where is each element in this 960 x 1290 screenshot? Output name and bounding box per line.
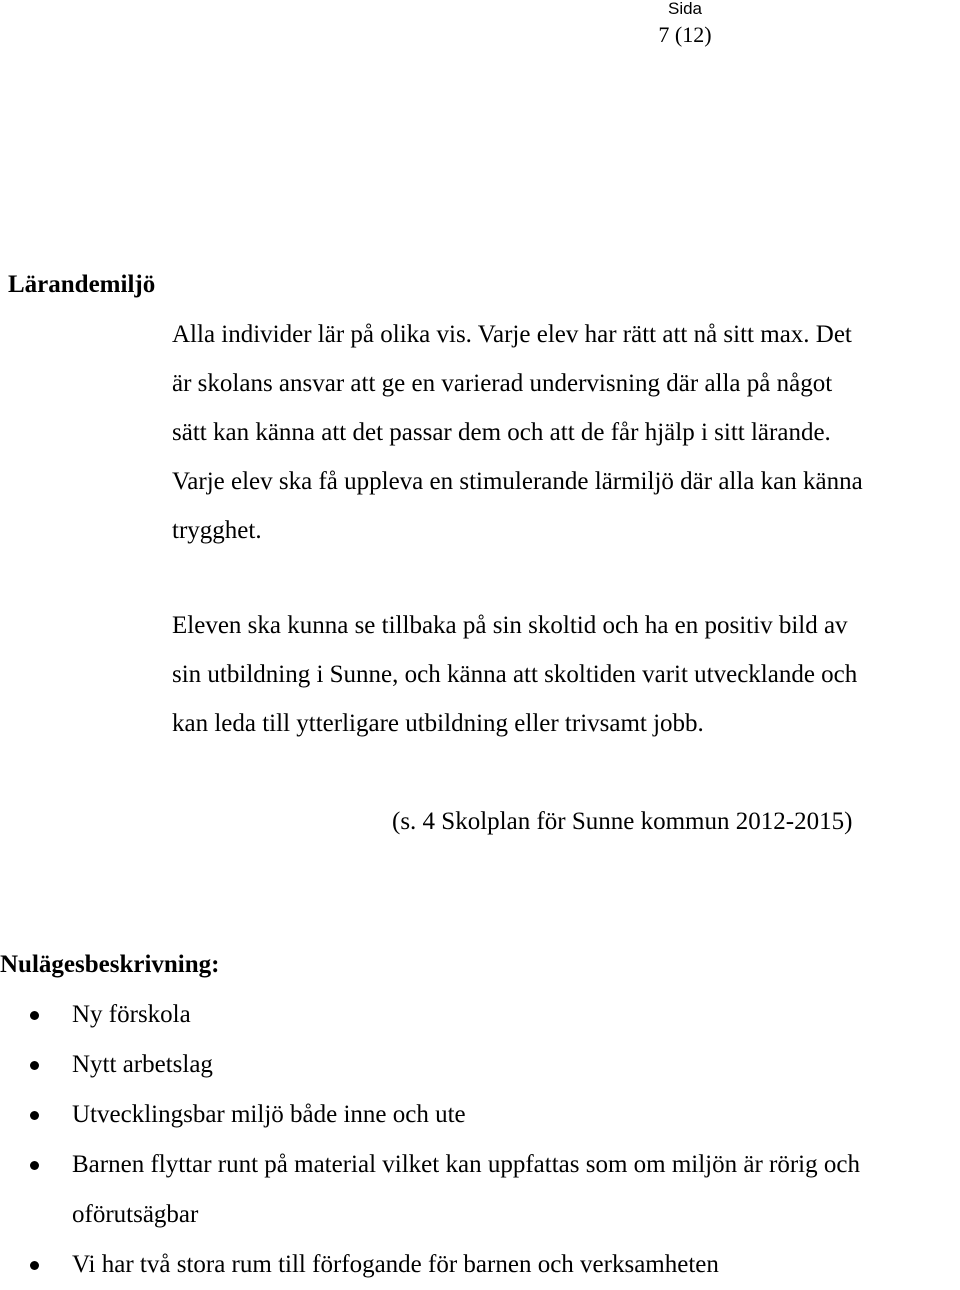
list-item xyxy=(0,1090,960,1140)
bullet-icon xyxy=(30,1011,39,1020)
paragraph-reflection: Eleven ska kunna se tillbaka på sin skoltid och ha en positiv bild av sin utbildning i Sunne, och känna att skoltiden varit utvecklande och kan leda till ytterligare utbildning eller trivsamt jobb. xyxy=(172,612,858,737)
list-item-text: Utvecklingsbar miljö både inne och ute xyxy=(72,1101,466,1128)
list-item xyxy=(0,1040,960,1090)
citation: (s. 4 Skolplan för Sunne kommun 2012-2015) xyxy=(392,808,853,835)
list-item-text: Nytt arbetslag xyxy=(72,1051,213,1078)
paragraph-learning: Alla individer lär på olika vis. Varje elev har rätt att nå sitt max. Det är skolans ansvar att ge en varierad undervisning där alla på något sätt kan känna att det passar dem och att de får hjälp i sitt lärande. Varje elev ska få uppleva en stimulerande lärmiljö där alla kan känna trygghet. xyxy=(172,321,863,544)
list-item xyxy=(0,1240,960,1290)
bullet-icon xyxy=(30,1261,39,1270)
bullet-icon xyxy=(30,1061,39,1070)
section-heading-status: Nulägesbeskrivning: xyxy=(0,951,220,978)
status-list xyxy=(0,990,960,1290)
page-header xyxy=(640,0,730,49)
section-heading-learning-environment: Lärandemiljö xyxy=(8,271,156,298)
list-item xyxy=(0,990,960,1040)
list-item-text: Ny förskola xyxy=(72,1001,191,1028)
list-item-text: Vi har två stora rum till förfogande för barnen och verksamheten xyxy=(72,1251,719,1278)
header-label: Sida xyxy=(667,0,703,18)
bullet-icon xyxy=(30,1111,39,1120)
page-number: 7 (12) xyxy=(658,22,712,47)
list-item xyxy=(0,1140,960,1240)
bullet-icon xyxy=(30,1161,39,1170)
list-item-text: Barnen flyttar runt på material vilket kan uppfattas som om miljön är rörig och oförutsägbar xyxy=(72,1151,860,1228)
